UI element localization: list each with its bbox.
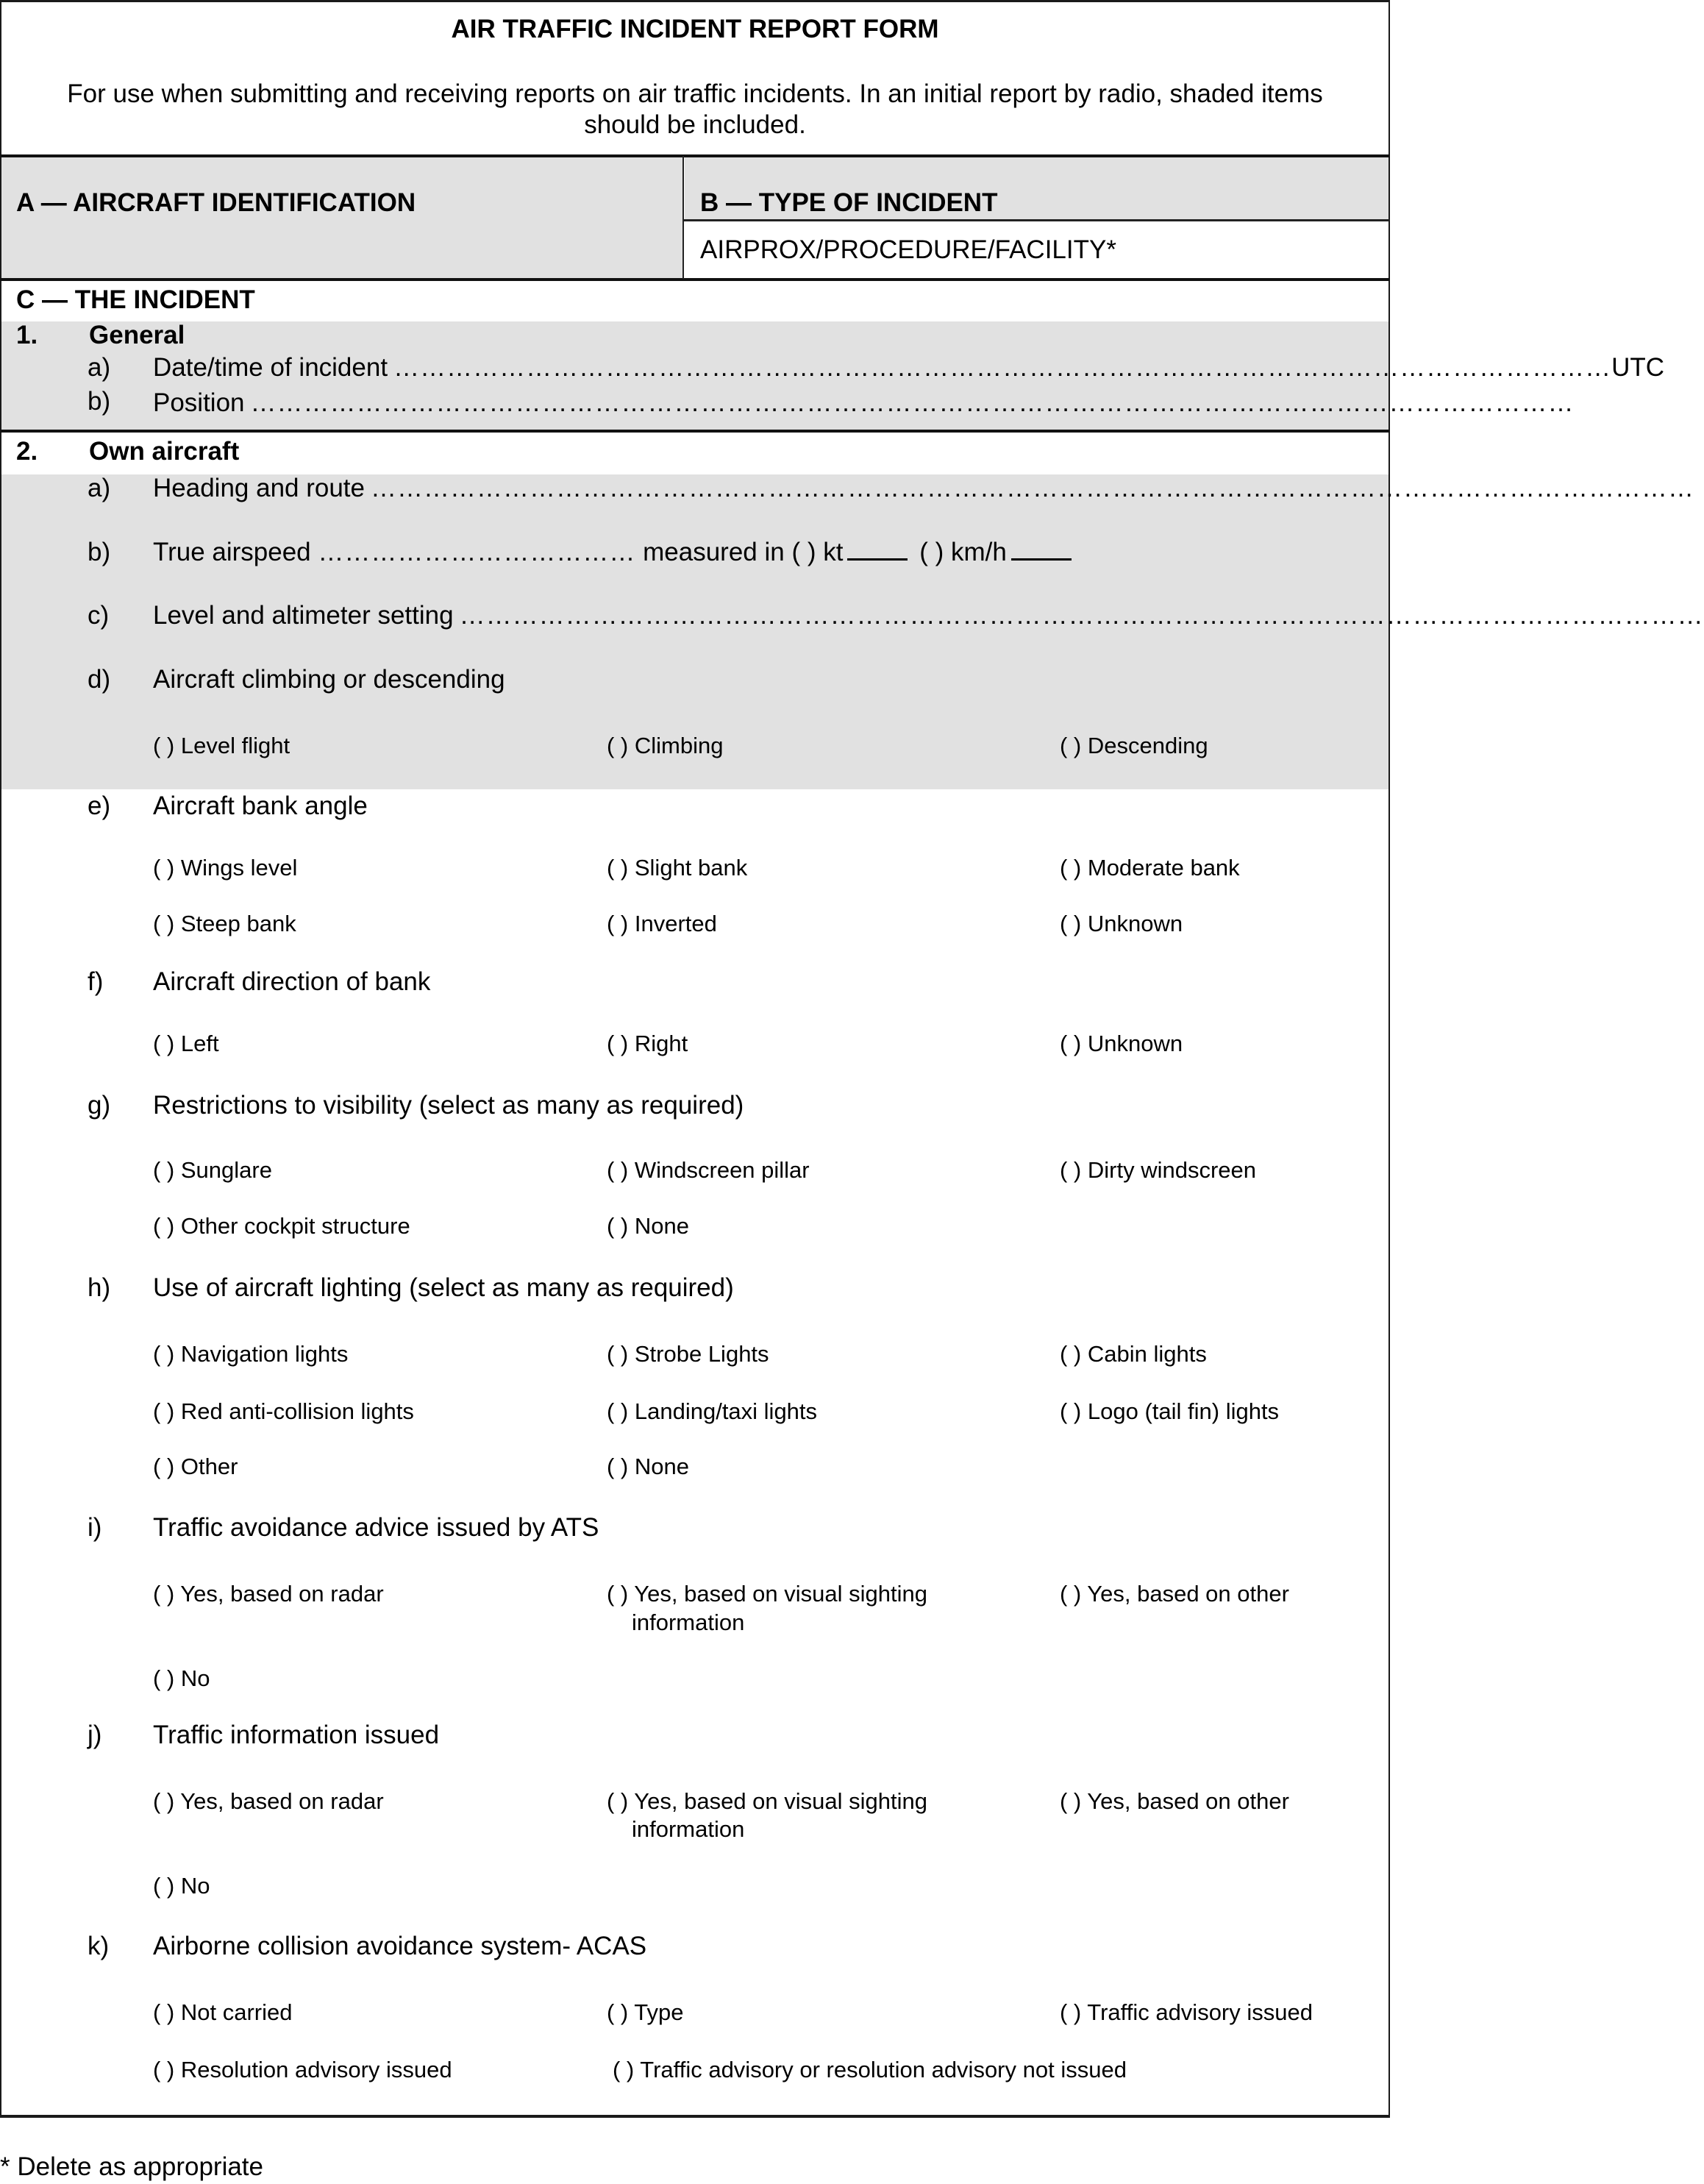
option-checkbox[interactable]: ( ) Not carried bbox=[153, 1999, 293, 2025]
airspeed-field[interactable] bbox=[153, 538, 1076, 567]
airspeed-kmh-option[interactable]: ( ) km/h bbox=[919, 538, 1007, 566]
airspeed-label: True airspeed bbox=[153, 538, 311, 566]
date-time-suffix: UTC bbox=[1611, 353, 1664, 382]
option-checkbox[interactable]: ( ) Yes, based on radar bbox=[153, 1581, 384, 1607]
option-checkbox[interactable]: ( ) Landing/taxi lights bbox=[607, 1398, 818, 1424]
question-label: Restrictions to visibility (select as many as required) bbox=[153, 1091, 744, 1120]
own-aircraft-title: Own aircraft bbox=[89, 437, 240, 466]
option-checkbox[interactable]: ( ) None bbox=[607, 1213, 689, 1239]
option-checkbox[interactable]: ( ) Descending bbox=[1060, 733, 1208, 758]
question-label: Aircraft bank angle bbox=[153, 792, 368, 820]
option-checkbox[interactable]: ( ) Cabin lights bbox=[1060, 1341, 1207, 1367]
option-checkbox[interactable]: ( ) Resolution advisory issued bbox=[153, 2057, 452, 2082]
airspeed-kmh-blank[interactable] bbox=[1011, 539, 1072, 561]
option-checkbox[interactable]: ( ) Yes, based on other bbox=[1060, 1788, 1289, 1814]
form-intro-line2: should be included. bbox=[584, 110, 806, 139]
option-checkbox[interactable]: ( ) Yes, based on other bbox=[1060, 1581, 1289, 1607]
question-label: Traffic information issued bbox=[153, 1721, 440, 1749]
divider-b-value bbox=[683, 219, 1389, 221]
heading-label: Heading and route bbox=[153, 474, 365, 502]
option-checkbox[interactable]: ( ) Wings level bbox=[153, 855, 298, 881]
option-checkbox[interactable]: ( ) No bbox=[153, 1665, 210, 1691]
question-letter: d) bbox=[88, 665, 111, 694]
date-time-field[interactable] bbox=[153, 353, 1664, 383]
form-title: AIR TRAFFIC INCIDENT REPORT FORM bbox=[451, 15, 939, 43]
option-checkbox[interactable]: ( ) Steep bank bbox=[153, 911, 296, 936]
level-dots: …………………………………………………………………………………………………………………………… bbox=[459, 601, 1704, 630]
position-field[interactable] bbox=[153, 388, 1575, 418]
option-checkbox[interactable]: ( ) Red anti-collision lights bbox=[153, 1398, 414, 1424]
section-b-title: B — TYPE OF INCIDENT bbox=[700, 188, 998, 217]
airspeed-dots: ……………………………… bbox=[318, 538, 636, 566]
option-continuation: information bbox=[632, 1816, 745, 1842]
option-checkbox[interactable]: ( ) Strobe Lights bbox=[607, 1341, 769, 1367]
option-checkbox[interactable]: ( ) Climbing bbox=[607, 733, 724, 758]
divider-section-c bbox=[0, 278, 1390, 281]
question-letter: j) bbox=[88, 1721, 102, 1749]
level-label: Level and altimeter setting bbox=[153, 601, 454, 630]
question-letter: f) bbox=[88, 967, 104, 996]
option-checkbox[interactable]: ( ) Left bbox=[153, 1031, 219, 1056]
question-letter: e) bbox=[88, 792, 111, 820]
option-checkbox[interactable]: ( ) Dirty windscreen bbox=[1060, 1157, 1256, 1183]
option-continuation: information bbox=[632, 1609, 745, 1635]
airspeed-measured: measured in bbox=[643, 538, 785, 566]
question-label: Aircraft climbing or descending bbox=[153, 665, 505, 694]
footnote: * Delete as appropriate bbox=[0, 2152, 263, 2181]
question-label: Aircraft direction of bank bbox=[153, 967, 431, 996]
option-checkbox[interactable]: ( ) Logo (tail fin) lights bbox=[1060, 1398, 1280, 1424]
own-aircraft-number: 2. bbox=[16, 437, 38, 466]
divider-header bbox=[0, 154, 1390, 157]
option-checkbox[interactable]: ( ) Type bbox=[607, 1999, 684, 2025]
option-checkbox[interactable]: ( ) Inverted bbox=[607, 911, 717, 936]
option-checkbox[interactable]: ( ) No bbox=[153, 1873, 210, 1899]
option-checkbox[interactable]: ( ) None bbox=[607, 1454, 689, 1479]
general-title: General bbox=[89, 321, 185, 349]
level-letter: c) bbox=[88, 601, 110, 630]
airspeed-kt-option[interactable]: ( ) kt bbox=[791, 538, 844, 566]
section-c-title: C — THE INCIDENT bbox=[16, 285, 255, 314]
option-checkbox[interactable]: ( ) Yes, based on radar bbox=[153, 1788, 384, 1814]
date-time-dots: ………………………………………………………………………………………………………………………… bbox=[393, 353, 1612, 382]
heading-field[interactable] bbox=[153, 474, 1694, 503]
question-label: Traffic avoidance advice issued by ATS bbox=[153, 1513, 599, 1542]
option-checkbox[interactable]: ( ) Navigation lights bbox=[153, 1341, 349, 1367]
option-checkbox[interactable]: ( ) Windscreen pillar bbox=[607, 1157, 810, 1183]
option-checkbox[interactable]: ( ) Slight bank bbox=[607, 855, 748, 881]
heading-dots: …………………………………………………………………………………………………………………………………… bbox=[371, 474, 1694, 502]
option-checkbox[interactable]: ( ) Other cockpit structure bbox=[153, 1213, 410, 1239]
position-dots: …………………………………………………………………………………………………………………………………… bbox=[250, 388, 1575, 417]
question-letter: i) bbox=[88, 1513, 102, 1542]
general-number: 1. bbox=[16, 321, 38, 349]
general-a-letter: a) bbox=[88, 353, 111, 382]
incident-type-value[interactable]: AIRPROX/PROCEDURE/FACILITY* bbox=[700, 235, 1116, 264]
divider-own-aircraft bbox=[0, 430, 1390, 433]
level-field[interactable] bbox=[153, 601, 1704, 630]
option-checkbox[interactable]: ( ) Yes, based on visual sighting bbox=[607, 1788, 927, 1814]
divider-a-b bbox=[682, 156, 684, 279]
question-letter: g) bbox=[88, 1091, 111, 1120]
position-label: Position bbox=[153, 388, 245, 417]
option-checkbox[interactable]: ( ) Traffic advisory issued bbox=[1060, 1999, 1313, 2025]
heading-letter: a) bbox=[88, 474, 111, 502]
option-checkbox[interactable]: ( ) Traffic advisory or resolution advisory not issued bbox=[613, 2057, 1127, 2082]
section-a-title: A — AIRCRAFT IDENTIFICATION bbox=[16, 188, 416, 217]
date-time-label: Date/time of incident bbox=[153, 353, 388, 382]
airspeed-letter: b) bbox=[88, 538, 111, 566]
airspeed-kt-blank[interactable] bbox=[847, 539, 908, 561]
general-b-letter: b) bbox=[88, 387, 111, 416]
option-checkbox[interactable]: ( ) Unknown bbox=[1060, 1031, 1183, 1056]
question-letter: h) bbox=[88, 1273, 111, 1302]
option-checkbox[interactable]: ( ) Unknown bbox=[1060, 911, 1183, 936]
question-label: Airborne collision avoidance system- ACAS bbox=[153, 1932, 647, 1960]
option-checkbox[interactable]: ( ) Level flight bbox=[153, 733, 290, 758]
option-checkbox[interactable]: ( ) Yes, based on visual sighting bbox=[607, 1581, 927, 1607]
question-label: Use of aircraft lighting (select as many as required) bbox=[153, 1273, 734, 1302]
option-checkbox[interactable]: ( ) Right bbox=[607, 1031, 688, 1056]
option-checkbox[interactable]: ( ) Sunglare bbox=[153, 1157, 272, 1183]
form-intro-line1: For use when submitting and receiving reports on air traffic incidents. In an initial report by radio, shaded items bbox=[67, 79, 1323, 108]
question-letter: k) bbox=[88, 1932, 110, 1960]
option-checkbox[interactable]: ( ) Moderate bank bbox=[1060, 855, 1240, 881]
option-checkbox[interactable]: ( ) Other bbox=[153, 1454, 238, 1479]
